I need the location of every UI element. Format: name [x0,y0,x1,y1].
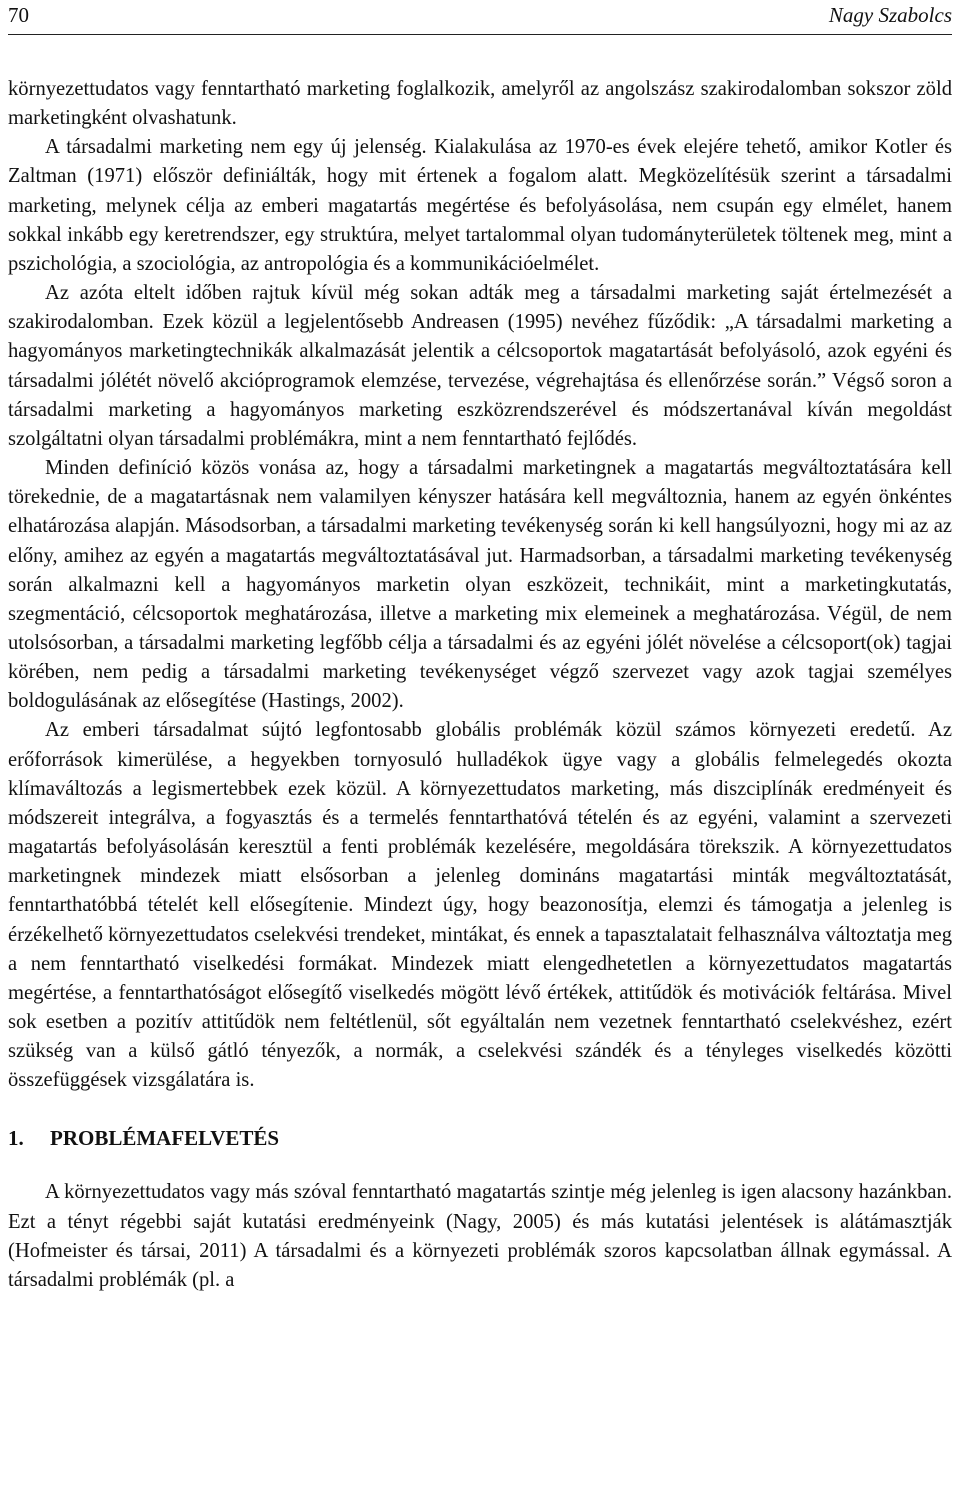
running-title: Nagy Szabolcs [828,3,952,27]
paragraph-problem-statement: A környezettudatos vagy más szóval fenntartható magatartás szintje még jelenleg is igen alacsony hazánkban. Ezt a tényt régebbi saját kutatási eredményeink (Nagy, 2005) és más kutatási jelentések is alátámasztják (Hofmeister és társai, 2011) A társadalmi és a környezeti problémák szoros kapcsolatban állnak egymással. A társadalmi problémák (pl. a [8,1181,952,1291]
paragraph-continuation: környezettudatos vagy fenntartható marketing foglalkozik, amelyről az angolszász szakirodalomban sokszor zöld marketingként olvashatunk. [8,78,952,130]
section-heading [8,1124,952,1153]
section-number: 1. [8,1126,24,1151]
page-header [8,0,952,35]
paragraph-environmental-problems: Az emberi társadalmat sújtó legfontosabb globális problémák közül számos környezeti eredetű. Az erőforrások kimerülése, a hegyekben tornyosuló hulladékok ügye vagy a globális felmelegedés okozta klímaváltozás a legismertebbek ezek közül. A környezettudatos marketing, más diszciplínák eredményeit és módszereit integrálva, a fogyasztás és a termelés fenntarthatóvá tételén és az egyéni, valamint a szervezeti magatartás befolyásolásán keresztül a fenti problémák kezelésére, megoldására törekszik. A környezettudatos marketingnek mindezek miatt elsősorban a jelenleg domináns magatartási minták megváltoztatását, fenntarthatóbbá tételét kell elősegítenie. Mindezt úgy, hogy beazonosítja, elemzi és támogatja a jelenleg is érzékelhető környezettudatos cselekvési trendeket, mintákat, és ennek a tapasztalatait felhasználva változtatja meg a nem fenntartható viselkedési formákat. Mindezek miatt elengedhetetlen a környezettudatos magatartás megértése, a fenntarthatóságot elősegítő viselkedés mögött lévő értékek, attitűdök és motivációk feltárása. Mivel sok esetben a pozitív attitűdök nem feltétlenül, sőt egyáltalán nem vezetnek fenntartható cselekvéshez, ezért szükség van a külső gátló tényezők, a normák, a cselekvési szándék és a tényleges viselkedés közötti összefüggések vizsgálatára is. [8,719,952,1092]
body-text [8,75,952,1295]
paragraph-andreasen-definition: Az azóta eltelt időben rajtuk kívül még sokan adták meg a társadalmi marketing saját értelmezését a szakirodalomban. Ezek közül a legjelentősebb Andreasen (1995) nevéhez fűződik: „A társadalmi marketing a hagyományos marketingtechnikák alkalmazását jelentik a célcsoportok magatartását befolyásoló, azok egyéni és társadalmi jólétét növelő akcióprogramok elemzése, tervezése, végrehajtása és ellenőrzése során.” Végső soron a társadalmi marketing a hagyományos marketing eszközrendszerével és módszertanával kíván megoldást szolgáltatni olyan társadalmi problémákra, mint a nem fenntartható fejlődés. [8,282,952,450]
paragraph-common-features: Minden definíció közös vonása az, hogy a társadalmi marketingnek a magatartás megváltoztatására kell törekednie, de a magatartásnak nem valamilyen kényszer hatására kell megváltoznia, hanem az egyén önkéntes elhatározása alapján. Másodsorban, a társadalmi marketing tevékenység során ki kell hangsúlyozni, hogy mi az az előny, amihez az egyén a magatartás megváltoztatásával jut. Harmadsorban, a társadalmi marketing tevékenység során alkalmazni kell a hagyományos marketin olyan eszközeit, technikáit, mint a marketingkutatás, szegmentáció, célcsoportok meghatározása, illetve a marketing mix elemeinek a meghatározása. Végül, de nem utolsósorban, a társadalmi marketing legfőbb célja a társadalmi és az egyéni jólét növelése a célcsoport(ok) tagjai körében, nem pedig a társadalmi marketing tevékenységet végző szervezet vagy azok tagjai személyes boldogulásának az elősegítése (Hastings, 2002). [8,457,952,713]
paragraph-social-marketing-origin: A társadalmi marketing nem egy új jelenség. Kialakulása az 1970-es évek elejére tehető, amikor Kotler és Zaltman (1971) először definiálták, hogy mit értenek a fogalom alatt. Megközelítésük szerint a társadalmi marketing, melynek célja az emberi magatartás megértése és befolyásolása, nem csupán egy elmélet, hanem sokkal inkább egy keretrendszer, egy struktúra, melyet tartalommal olyan tudományterületek töltenek meg, mint a pszichológia, a szociológia, az antropológia és a kommunikációelmélet. [8,136,952,275]
page-number: 70 [8,3,29,27]
document-page [8,0,952,1295]
section-title: PROBLÉMAFELVETÉS [50,1126,280,1151]
